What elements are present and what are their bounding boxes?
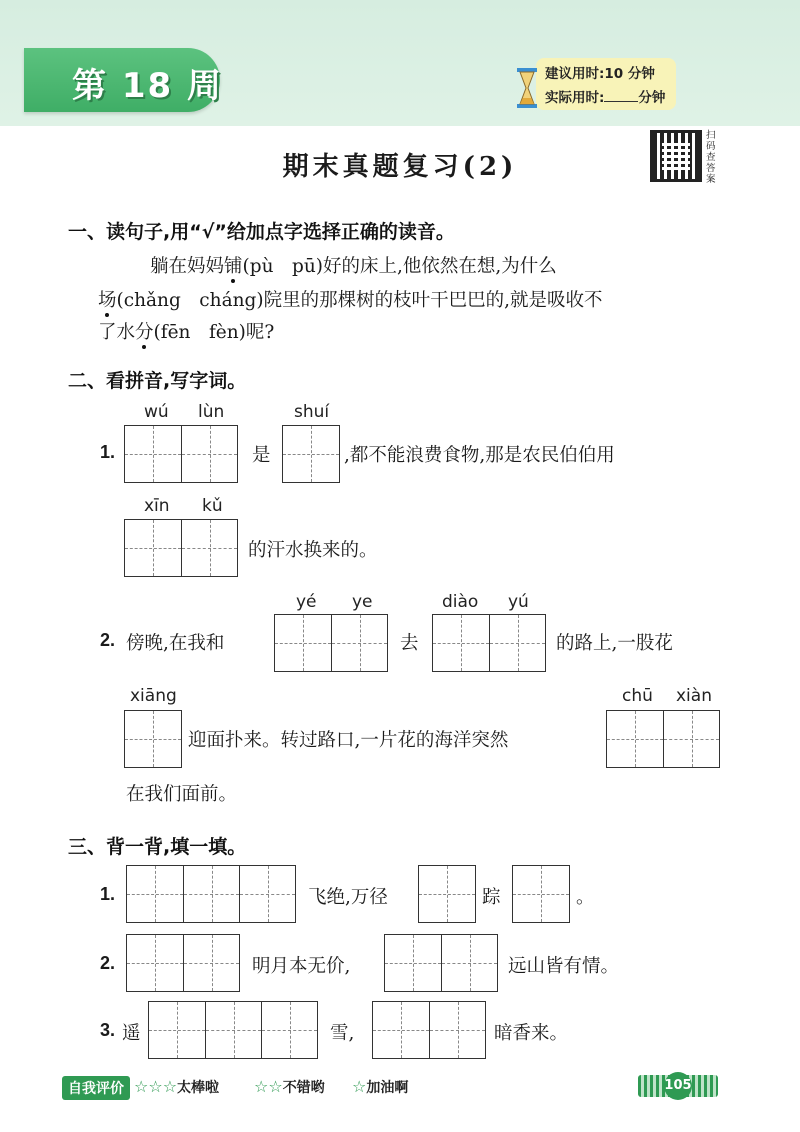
- writing-cell[interactable]: [149, 1002, 205, 1058]
- s3-q1-text2: 踪: [482, 887, 501, 908]
- writing-cell[interactable]: [663, 711, 719, 767]
- recite-grid-1a[interactable]: [126, 865, 296, 923]
- s3-q3-number: 3.: [100, 1020, 116, 1040]
- writing-cell[interactable]: [275, 615, 331, 671]
- s3-q1-number: 1.: [100, 884, 116, 904]
- rating-great-label: 太棒啦: [177, 1080, 220, 1096]
- s3-q3-text2: 暗香来。: [494, 1023, 569, 1044]
- writing-cell[interactable]: [283, 426, 339, 482]
- writing-cell[interactable]: [205, 1002, 261, 1058]
- section1-line3: [98, 318, 274, 344]
- actual-time: [545, 86, 665, 106]
- s2-q2-text5: 在我们面前。: [126, 784, 238, 805]
- writing-grid-wulun[interactable]: [124, 425, 238, 483]
- star-icon: ☆☆: [254, 1077, 283, 1096]
- s2-q2-text3: 的路上,一股花: [556, 633, 673, 654]
- s2-q2-text1: 傍晚,在我和: [126, 633, 225, 654]
- pinyin-shui: shuí: [294, 402, 330, 422]
- page-number: 105: [664, 1072, 692, 1100]
- section1-line2: [98, 286, 602, 312]
- s3-q3-text1: 雪,: [330, 1023, 355, 1044]
- star-icon: ☆: [352, 1077, 367, 1096]
- pinyin-xian: xiàn: [676, 686, 712, 706]
- recite-grid-1b[interactable]: [418, 865, 476, 923]
- writing-cell[interactable]: [441, 935, 497, 991]
- writing-cell[interactable]: [125, 711, 181, 767]
- suggested-time: 建议用时:10 分钟: [545, 66, 655, 82]
- section1-heading: 一、读句子,用“√”给加点字选择正确的读音。: [68, 221, 455, 243]
- pinyin-xin: xīn: [144, 496, 170, 516]
- section3-heading: 三、背一背,填一填。: [68, 836, 247, 858]
- pinyin-wu: wú: [144, 402, 169, 422]
- s2-q1-text1: 是: [252, 445, 271, 466]
- s1-l1-b: (pù pū)好的床上,他依然在想,为什么: [242, 256, 557, 277]
- qr-pattern: [662, 142, 690, 170]
- s1-l2-b: (chǎng cháng)院里的那棵树的枝叶干巴巴的,就是吸收不: [116, 290, 603, 311]
- s3-q2-number: 2.: [100, 953, 116, 973]
- writing-grid-chuxian[interactable]: [606, 710, 720, 768]
- rating-great[interactable]: [134, 1077, 219, 1097]
- s2-q1-number: 1.: [100, 442, 116, 462]
- s2-q2-text4: 迎面扑来。转过路口,一片花的海洋突然: [188, 730, 509, 751]
- writing-grid-shui[interactable]: [282, 425, 340, 483]
- rating-keep-going[interactable]: [352, 1077, 408, 1097]
- writing-cell[interactable]: [125, 520, 181, 576]
- s2-q2-number: 2.: [100, 630, 116, 650]
- section1-line1: [150, 252, 557, 278]
- hourglass-icon: [514, 66, 540, 110]
- s3-q1-text1: 飞绝,万径: [308, 887, 388, 908]
- actual-time-unit: 分钟: [638, 90, 666, 106]
- s2-q2-text2: 去: [400, 633, 419, 654]
- writing-cell[interactable]: [183, 935, 239, 991]
- writing-cell[interactable]: [181, 520, 237, 576]
- star-icon: ☆☆☆: [134, 1077, 178, 1096]
- s1-dotted-char-2: 场: [98, 290, 117, 311]
- qr-caption: 扫码查答案: [706, 130, 716, 185]
- writing-cell[interactable]: [261, 1002, 317, 1058]
- s1-dotted-char-1: 铺: [224, 256, 243, 277]
- writing-cell[interactable]: [607, 711, 663, 767]
- writing-cell[interactable]: [429, 1002, 485, 1058]
- pinyin-lun: lùn: [198, 402, 225, 422]
- s2-q1-text3: 的汗水换来的。: [248, 540, 378, 561]
- rating-good[interactable]: [254, 1077, 325, 1097]
- pinyin-yu: yú: [508, 592, 529, 612]
- writing-cell[interactable]: [513, 866, 569, 922]
- writing-grid-xinku[interactable]: [124, 519, 238, 577]
- recite-grid-3a[interactable]: [148, 1001, 318, 1059]
- writing-cell[interactable]: [385, 935, 441, 991]
- writing-cell[interactable]: [127, 935, 183, 991]
- writing-cell[interactable]: [181, 426, 237, 482]
- s1-dotted-char-3: 分: [135, 322, 154, 343]
- writing-cell[interactable]: [183, 866, 239, 922]
- writing-cell[interactable]: [373, 1002, 429, 1058]
- pinyin-xiang: xiāng: [130, 686, 177, 706]
- page-title: 期末真题复习(2): [282, 152, 518, 182]
- s1-l3-b: (fēn fèn)呢?: [153, 322, 275, 343]
- s1-l1-a: 躺在妈妈: [150, 256, 225, 277]
- rating-keep-going-label: 加油啊: [366, 1080, 409, 1096]
- rating-good-label: 不错哟: [282, 1080, 325, 1096]
- writing-grid-yeye[interactable]: [274, 614, 388, 672]
- writing-grid-diaoyu[interactable]: [432, 614, 546, 672]
- writing-cell[interactable]: [489, 615, 545, 671]
- s3-q2-text1: 明月本无价,: [252, 956, 351, 977]
- recite-grid-2b[interactable]: [384, 934, 498, 992]
- recite-grid-2a[interactable]: [126, 934, 240, 992]
- s3-q1-text3: 。: [576, 887, 595, 908]
- pinyin-ku: kǔ: [202, 496, 223, 516]
- s3-q2-text2: 远山皆有情。: [508, 956, 620, 977]
- writing-cell[interactable]: [433, 615, 489, 671]
- writing-cell[interactable]: [125, 426, 181, 482]
- recite-grid-1c[interactable]: [512, 865, 570, 923]
- actual-time-blank[interactable]: [604, 89, 638, 102]
- writing-cell[interactable]: [331, 615, 387, 671]
- actual-time-label: 实际用时:: [545, 90, 605, 106]
- writing-grid-xiang[interactable]: [124, 710, 182, 768]
- pinyin-ye1: yé: [296, 592, 317, 612]
- week-label: 第 18 周: [72, 66, 223, 106]
- s2-q1-text2: ,都不能浪费食物,那是农民伯伯用: [344, 445, 615, 466]
- self-eval-badge: 自我评价: [62, 1076, 130, 1100]
- section2-heading: 二、看拼音,写字词。: [68, 370, 247, 392]
- writing-cell[interactable]: [127, 866, 183, 922]
- pinyin-diao: diào: [442, 592, 479, 612]
- s1-l3-a: 了水: [98, 322, 136, 343]
- pinyin-ye2: ye: [352, 592, 373, 612]
- s3-q3-text0: 遥: [122, 1023, 141, 1044]
- writing-cell[interactable]: [419, 866, 475, 922]
- writing-cell[interactable]: [239, 866, 295, 922]
- pinyin-chu: chū: [622, 686, 653, 706]
- recite-grid-3b[interactable]: [372, 1001, 486, 1059]
